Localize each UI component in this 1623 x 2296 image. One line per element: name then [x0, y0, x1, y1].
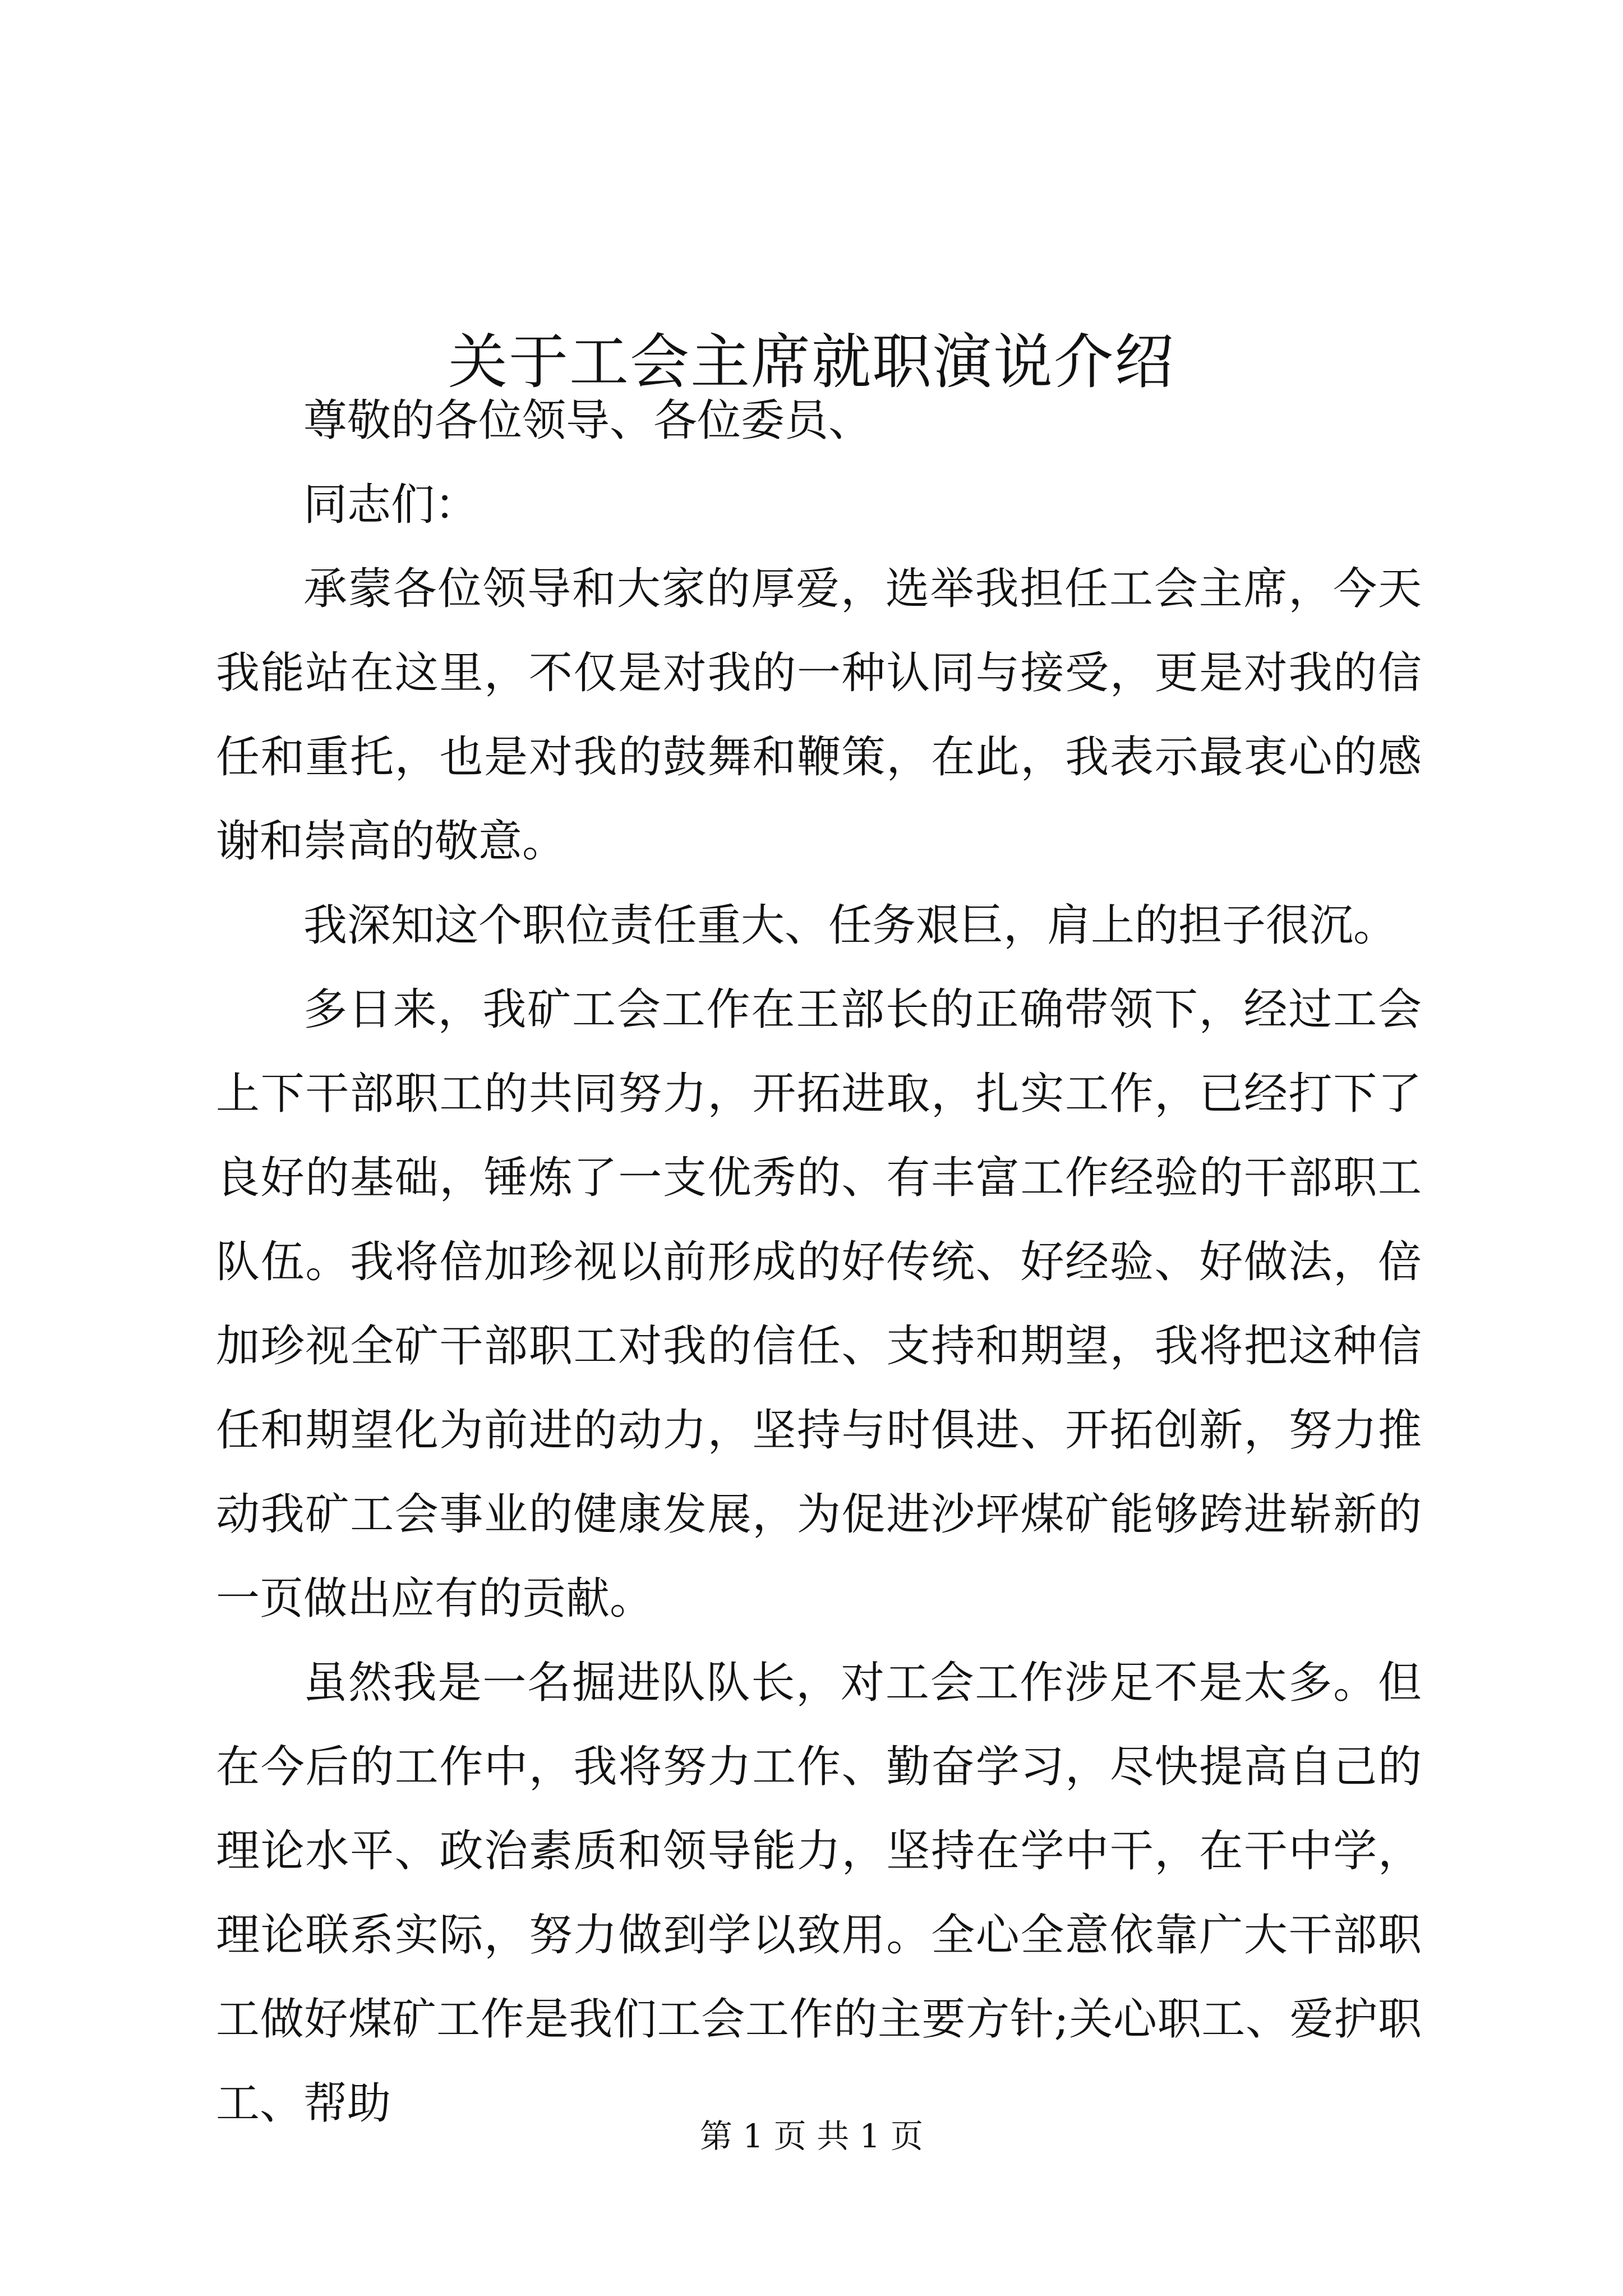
paragraph-responsibility: 我深知这个职位责任重大、任务艰巨，肩上的担子很沉。 — [303, 900, 1398, 951]
paragraph-thanks: 承蒙各位领导和大家的厚爱，选举我担任工会主席，今天我能站在这里，不仅是对我的一种认同与接受，更是对我的信任和重托，也是对我的鼓舞和鞭策，在此，我表示最衷心的感谢和崇高的敬意。 — [216, 564, 1422, 867]
paragraph-salutation: 尊敬的各位领导、各位委员、 — [303, 395, 873, 446]
paragraph-greeting: 同志们： — [303, 480, 479, 530]
paragraph-commitment: 虽然我是一名掘进队队长，对工会工作涉足不是太多。但在今后的工作中，我将努力工作、勤奋学习，尽快提高自己的理论水平、政治素质和领导能力，坚持在学中干，在干中学，理论联系实际，努力做到学以致用。全心全意依靠广大干部职工做好煤矿工作是我们工会工作的主要方针;关心职工、爱护职工、帮助 — [216, 1658, 1422, 2129]
page-footer: 第 1 页 共 1 页 — [700, 2117, 923, 2155]
paragraph-foundation: 多日来，我矿工会工作在王部长的正确带领下，经过工会上下干部职工的共同努力，开拓进取，扎实工作，已经打下了良好的基础，锤炼了一支优秀的、有丰富工作经验的干部职工队伍。我将倍加珍视以前形成的好传统、好经验、好做法，倍加珍视全矿干部职工对我的信任、支持和期望，我将把这种信任和期望化为前进的动力，坚持与时俱进、开拓创新，努力推动我矿工会事业的健康发展，为促进沙坪煤矿能够跨进崭新的一页做出应有的贡献。 — [216, 984, 1422, 1624]
document-body — [216, 379, 1422, 2146]
document-title: 关于工会主席就职演说介绍 — [448, 328, 1175, 397]
